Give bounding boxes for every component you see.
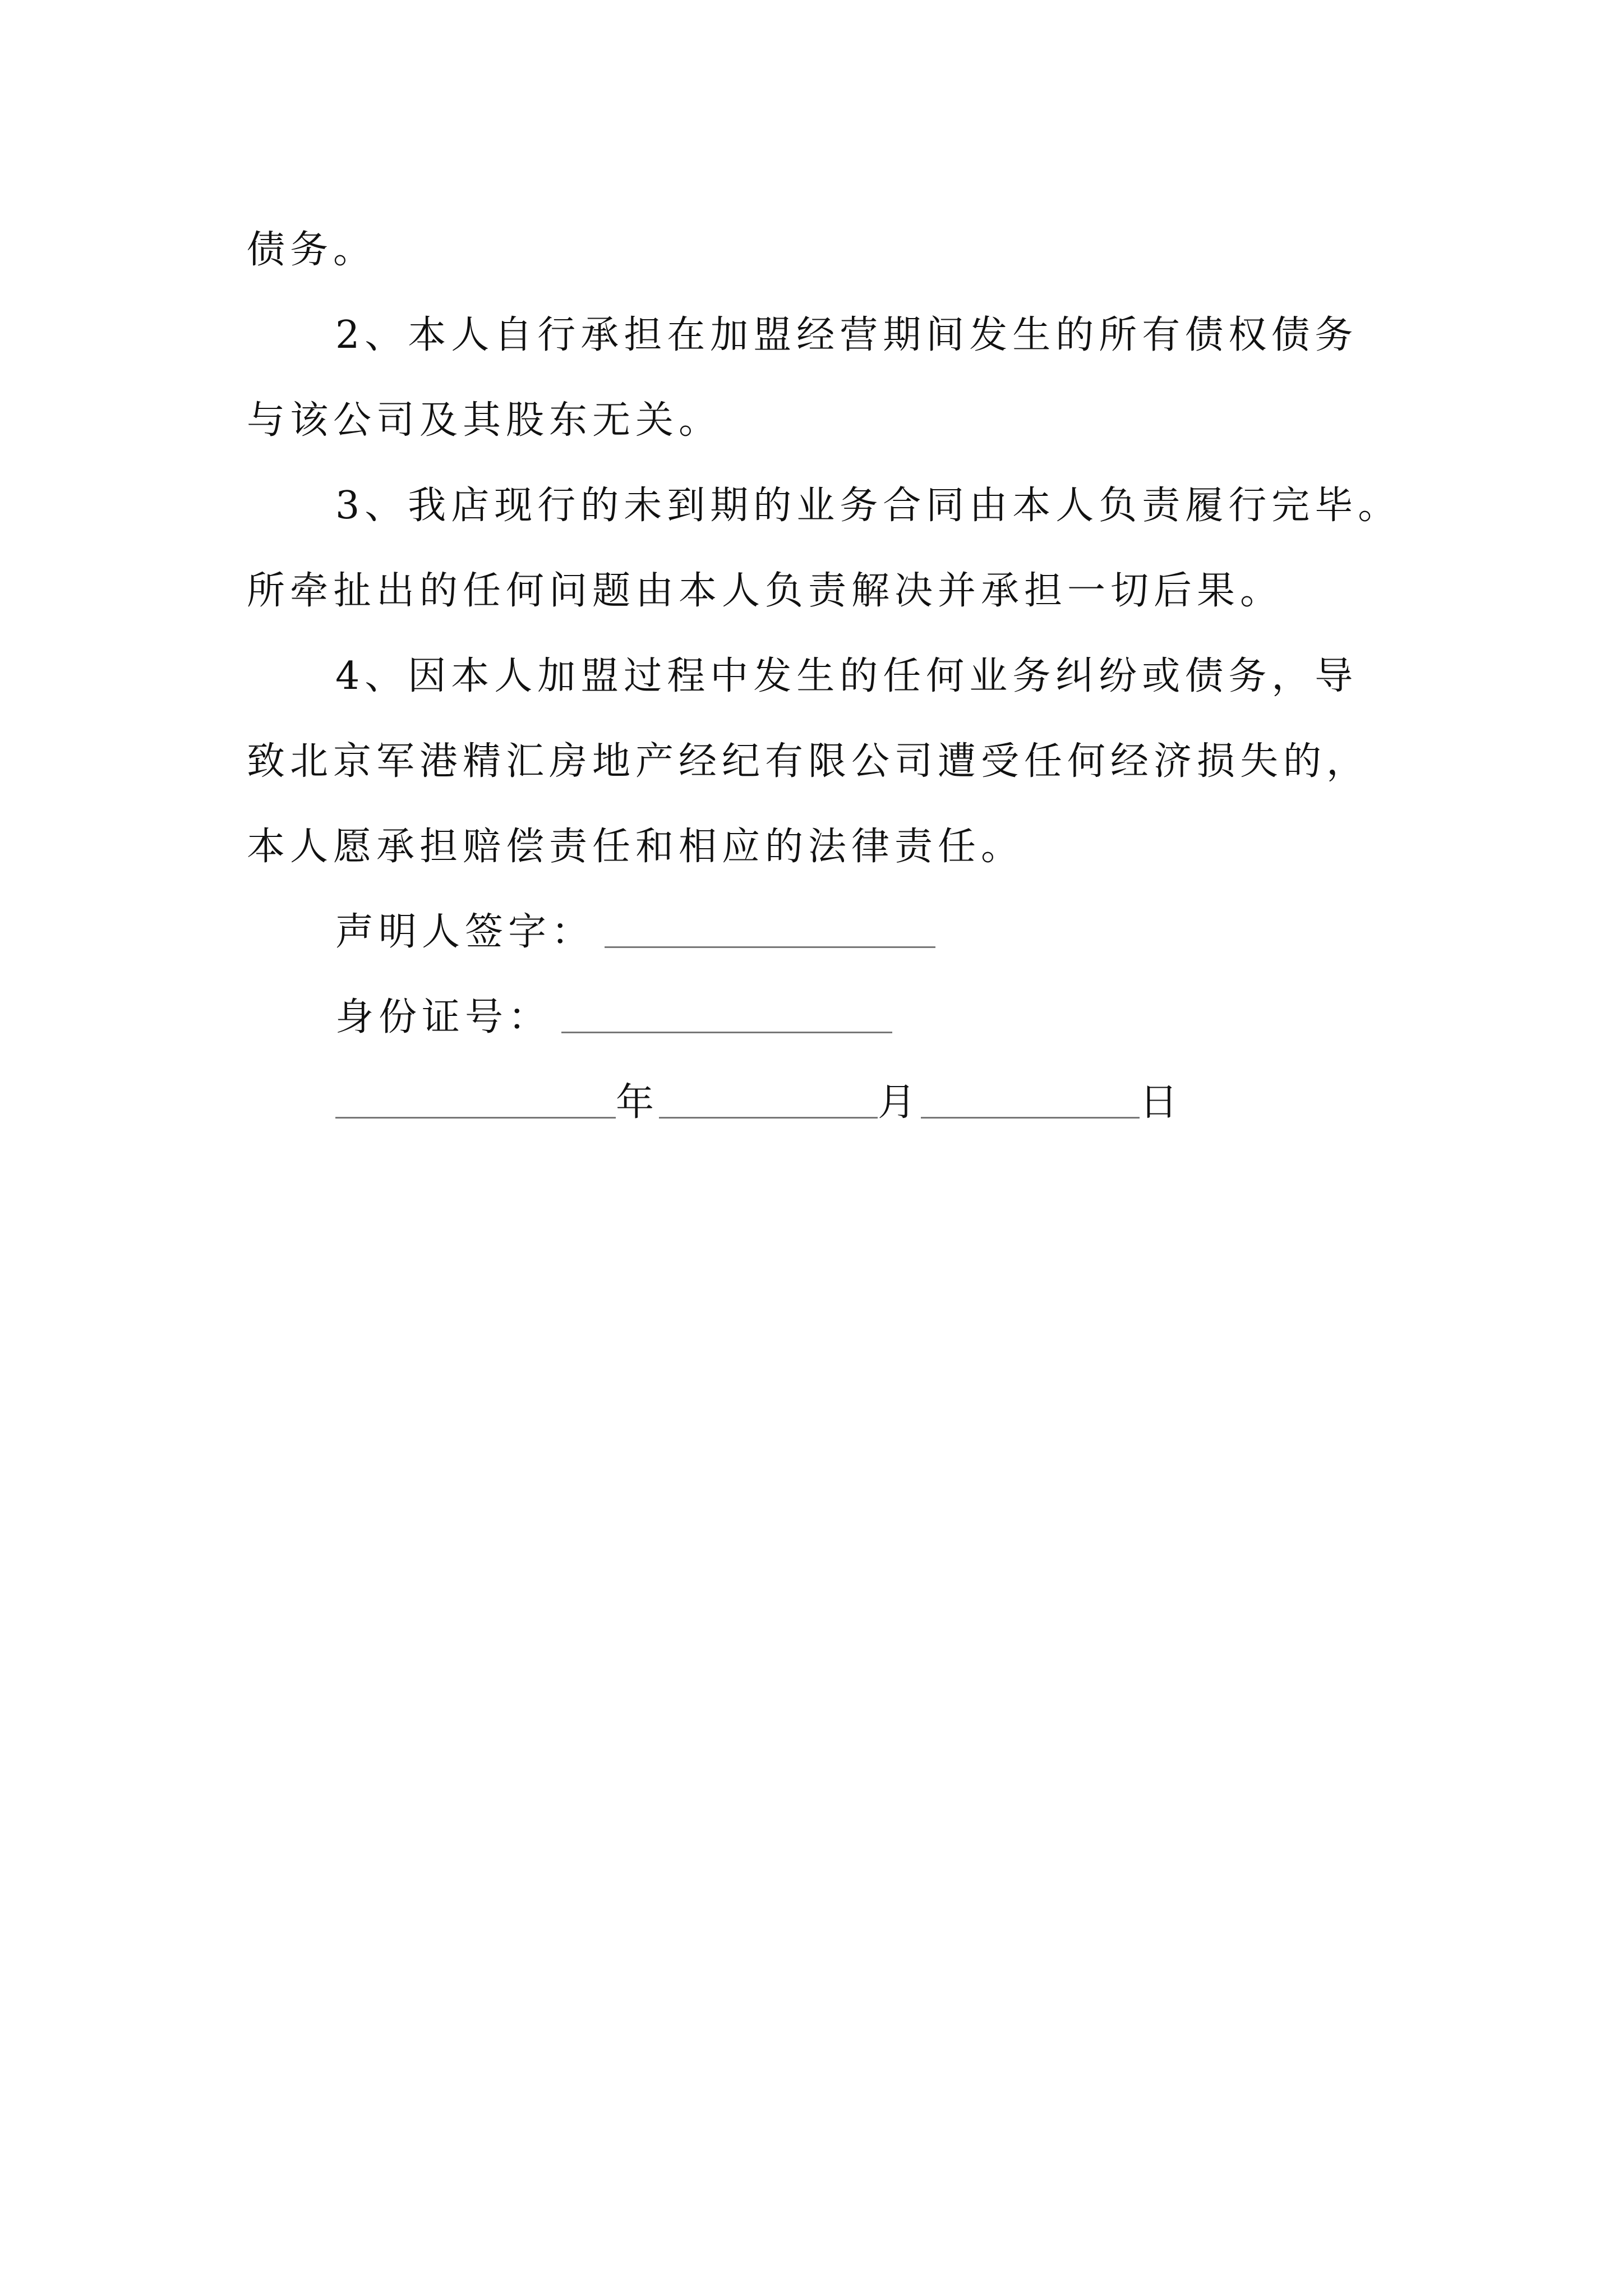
body-line-1: 债务。 <box>247 228 377 272</box>
signer-row <box>247 890 1441 975</box>
day-blank[interactable] <box>921 1082 1140 1119</box>
body-line-4: 3、我店现行的未到期的业务合同由本人负责履行完毕。 <box>335 484 1401 528</box>
date-row <box>247 1060 1441 1145</box>
signer-label: 声明人签字： <box>335 910 595 954</box>
month-label: 月 <box>878 1080 921 1125</box>
body-line-7: 致北京军港精汇房地产经纪有限公司遭受任何经济损失的， <box>247 739 1370 784</box>
body-line-8: 本人愿承担赔偿责任和相应的法律责任。 <box>247 825 1025 869</box>
id-row <box>247 975 1441 1060</box>
body-line-2: 2、本人自行承担在加盟经营期间发生的所有债权债务 <box>335 313 1358 357</box>
id-number-blank[interactable] <box>561 997 892 1033</box>
day-label: 日 <box>1140 1080 1183 1125</box>
body-line-6: 4、因本人加盟过程中发生的任何业务纠纷或债务，导 <box>335 654 1358 698</box>
year-label: 年 <box>616 1080 660 1125</box>
document-body <box>247 208 1441 1145</box>
signer-signature-blank[interactable] <box>605 912 935 948</box>
body-line-5: 所牵扯出的任何问题由本人负责解决并承担一切后果。 <box>247 569 1284 613</box>
year-blank[interactable] <box>335 1082 616 1119</box>
body-line-3: 与该公司及其股东无关。 <box>247 398 722 443</box>
id-number-label: 身份证号： <box>335 995 552 1039</box>
month-blank[interactable] <box>659 1082 878 1119</box>
